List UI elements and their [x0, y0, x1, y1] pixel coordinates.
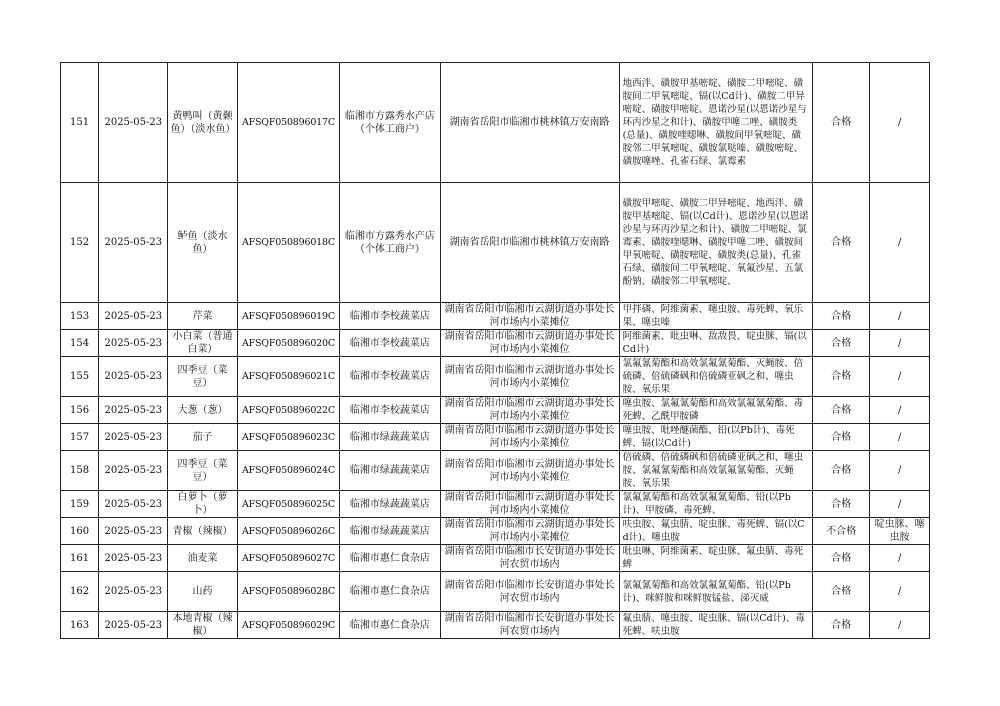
sample-date: 2025-05-23 — [99, 397, 168, 424]
store-name: 临湘市李校蔬菜店 — [340, 303, 440, 330]
sample-code: AFSQF050896023C — [237, 424, 340, 451]
sample-code: AFSQF050896021C — [237, 357, 340, 397]
store-address: 湖南省岳阳市临湘市长安街道办事处长河农贸市场内 — [440, 572, 619, 612]
test-items: 氯氟氰菊酯和高效氯氟氰菊酯、铅(以Pb计)、咪鲜胺和咪鲜胺锰盐、涕灭威 — [619, 572, 812, 612]
sample-code: AFSQF050896017C — [237, 63, 340, 183]
sample-date: 2025-05-23 — [99, 451, 168, 491]
test-result: 合格 — [812, 330, 869, 357]
sample-date: 2025-05-23 — [99, 183, 168, 303]
product-name: 黄鸭叫（黄颡鱼）（淡水鱼） — [168, 63, 237, 183]
row-number: 156 — [61, 397, 99, 424]
table-row — [61, 612, 930, 639]
store-name: 临湘市李校蔬菜店 — [340, 330, 440, 357]
store-name: 临湘市李校蔬菜店 — [340, 357, 440, 397]
test-result: 合格 — [812, 612, 869, 639]
sample-date: 2025-05-23 — [99, 572, 168, 612]
test-items: 噻虫胺、氯氟氰菊酯和高效氯氟氰菊酯、毒死蜱、乙酰甲胺磷 — [619, 397, 812, 424]
sample-date: 2025-05-23 — [99, 303, 168, 330]
sample-code: AFSQF050896020C — [237, 330, 340, 357]
sample-code: AFSQF050896024C — [237, 451, 340, 491]
product-name: 小白菜（普通白菜） — [168, 330, 237, 357]
sample-date: 2025-05-23 — [99, 491, 168, 518]
store-name: 临湘市绿蔬蔬菜店 — [340, 451, 440, 491]
store-address: 湖南省岳阳市临湘市桃林镇万安南路 — [440, 183, 619, 303]
sample-code: AFSQF050896019C — [237, 303, 340, 330]
test-result: 合格 — [812, 63, 869, 183]
store-address: 湖南省岳阳市临湘市长安街道办事处长河农贸市场内 — [440, 612, 619, 639]
test-result: 合格 — [812, 545, 869, 572]
test-result: 合格 — [812, 303, 869, 330]
store-address: 湖南省岳阳市临湘市云湖街道办事处长河市场内小菜摊位 — [440, 491, 619, 518]
failed-items: / — [870, 63, 930, 183]
store-address: 湖南省岳阳市临湘市长安街道办事处长河农贸市场内 — [440, 545, 619, 572]
table-row — [61, 303, 930, 330]
row-number: 163 — [61, 612, 99, 639]
test-result: 合格 — [812, 572, 869, 612]
product-name: 本地青椒（辣椒） — [168, 612, 237, 639]
store-address: 湖南省岳阳市临湘市云湖街道办事处长河市场内小菜摊位 — [440, 518, 619, 545]
test-result: 合格 — [812, 424, 869, 451]
store-name: 临湘市绿蔬蔬菜店 — [340, 518, 440, 545]
product-name: 油麦菜 — [168, 545, 237, 572]
sample-date: 2025-05-23 — [99, 612, 168, 639]
test-items: 地西泮、磺胺甲基嘧啶、磺胺二甲嘧啶、磺胺间二甲氧嘧啶、镉(以Cd计)、磺胺二甲异嘧啶、磺胺甲嘧啶、恩诺沙星(以恩诺沙星与环丙沙星之和计)、磺胺甲噻二唑、磺胺类(总量)、磺胺喹噁啉、磺胺间甲氧嘧啶、磺胺邻二甲氧嘧啶、磺胺氯哒嗪、磺胺嘧啶、磺胺噻唑、孔雀石绿、氯霉素 — [619, 63, 812, 183]
row-number: 160 — [61, 518, 99, 545]
table-row — [61, 397, 930, 424]
test-items: 噻虫胺、吡唑醚菌酯、铅(以Pb计)、毒死蜱、镉(以Cd计) — [619, 424, 812, 451]
product-name: 青椒（辣椒） — [168, 518, 237, 545]
row-number: 153 — [61, 303, 99, 330]
test-items: 氟虫腈、噻虫胺、啶虫脒、镉(以Cd计)、毒死蜱、呋虫胺 — [619, 612, 812, 639]
sample-code: AFSQF050896025C — [237, 491, 340, 518]
table-row — [61, 572, 930, 612]
sample-date: 2025-05-23 — [99, 518, 168, 545]
store-name: 临湘市方露秀水产店（个体工商户） — [340, 183, 440, 303]
sample-date: 2025-05-23 — [99, 357, 168, 397]
sample-date: 2025-05-23 — [99, 330, 168, 357]
test-items: 呋虫胺、氟虫腈、啶虫脒、毒死蜱、镉(以Cd计)、噻虫胺 — [619, 518, 812, 545]
row-number: 162 — [61, 572, 99, 612]
failed-items: / — [870, 424, 930, 451]
product-name: 芹菜 — [168, 303, 237, 330]
test-result: 不合格 — [812, 518, 869, 545]
failed-items: / — [870, 545, 930, 572]
failed-items: / — [870, 330, 930, 357]
product-name: 四季豆（菜豆） — [168, 357, 237, 397]
test-items: 氯氟氰菊酯和高效氯氟氰菊酯、灭蝇胺、倍硫磷、倍硫磷砜和倍硫磷亚砜之和、噻虫胺、氧乐果 — [619, 357, 812, 397]
failed-items: / — [870, 183, 930, 303]
test-items: 甲拌磷、阿维菌素、噻虫胺、毒死蜱、氧乐果、噻虫嗪 — [619, 303, 812, 330]
row-number: 154 — [61, 330, 99, 357]
store-address: 湖南省岳阳市临湘市云湖街道办事处长河市场内小菜摊位 — [440, 451, 619, 491]
sample-code: AFSQF050896022C — [237, 397, 340, 424]
store-name: 临湘市方露秀水产店（个体工商户） — [340, 63, 440, 183]
test-items: 氯氟氰菊酯和高效氯氟氰菊酯、铅(以Pb计)、甲胺磷、毒死蜱、 — [619, 491, 812, 518]
table-body — [61, 63, 930, 639]
row-number: 158 — [61, 451, 99, 491]
failed-items: / — [870, 303, 930, 330]
row-number: 155 — [61, 357, 99, 397]
failed-items: / — [870, 397, 930, 424]
sample-date: 2025-05-23 — [99, 424, 168, 451]
failed-items: / — [870, 612, 930, 639]
table-row — [61, 491, 930, 518]
test-result: 合格 — [812, 357, 869, 397]
store-address: 湖南省岳阳市临湘市云湖街道办事处长河市场内小菜摊位 — [440, 303, 619, 330]
test-items: 阿维菌素、吡虫啉、敌敌畏、啶虫脒、镉(以Cd计) — [619, 330, 812, 357]
failed-items: / — [870, 451, 930, 491]
sample-code: AFSQF050896026C — [237, 518, 340, 545]
test-result: 合格 — [812, 491, 869, 518]
table-row — [61, 63, 930, 183]
store-name: 临湘市绿蔬蔬菜店 — [340, 491, 440, 518]
table-row — [61, 451, 930, 491]
product-name: 茄子 — [168, 424, 237, 451]
table-row — [61, 424, 930, 451]
sample-code: AFSQF050896029C — [237, 612, 340, 639]
product-name: 四季豆（菜豆） — [168, 451, 237, 491]
sample-code: AFSQF050896027C — [237, 545, 340, 572]
store-name: 临湘市惠仁食杂店 — [340, 545, 440, 572]
store-address: 湖南省岳阳市临湘市云湖街道办事处长河市场内小菜摊位 — [440, 330, 619, 357]
store-address: 湖南省岳阳市临湘市桃林镇万安南路 — [440, 63, 619, 183]
failed-items: / — [870, 491, 930, 518]
product-name: 山药 — [168, 572, 237, 612]
test-result: 合格 — [812, 183, 869, 303]
table-row — [61, 183, 930, 303]
test-items: 倍硫磷、倍硫磷砜和倍硫磷亚砜之和、噻虫胺、氯氟氰菊酯和高效氯氟氰菊酯、灭蝇胺、氧乐果 — [619, 451, 812, 491]
store-address: 湖南省岳阳市临湘市云湖街道办事处长河市场内小菜摊位 — [440, 357, 619, 397]
failed-items: / — [870, 357, 930, 397]
product-name: 大葱（葱） — [168, 397, 237, 424]
sample-date: 2025-05-23 — [99, 545, 168, 572]
test-result: 合格 — [812, 451, 869, 491]
product-name: 鲈鱼（淡水鱼） — [168, 183, 237, 303]
table-row — [61, 357, 930, 397]
test-items: 吡虫啉、阿维菌素、啶虫脒、氟虫腈、毒死蜱 — [619, 545, 812, 572]
row-number: 151 — [61, 63, 99, 183]
store-name: 临湘市李校蔬菜店 — [340, 397, 440, 424]
row-number: 161 — [61, 545, 99, 572]
store-address: 湖南省岳阳市临湘市云湖街道办事处长河市场内小菜摊位 — [440, 424, 619, 451]
sample-date: 2025-05-23 — [99, 63, 168, 183]
test-items: 磺胺甲嘧啶、磺胺二甲异嘧啶、地西泮、磺胺甲基嘧啶、镉(以Cd计)、恩诺沙星(以恩诺沙星与环丙沙星之和计)、磺胺二甲嘧啶、氯霉素、磺胺喹噁啉、磺胺甲噻二唑、磺胺间甲氧嘧啶、磺胺嘧啶、磺胺类(总量)、孔雀石绿、磺胺间二甲氧嘧啶、氧氟沙星、五氯酚钠、磺胺邻二甲氧嘧啶、 — [619, 183, 812, 303]
failed-items: / — [870, 572, 930, 612]
store-name: 临湘市惠仁食杂店 — [340, 612, 440, 639]
product-name: 白萝卜（萝卜） — [168, 491, 237, 518]
failed-items: 啶虫脒、噻虫胺 — [870, 518, 930, 545]
store-address: 湖南省岳阳市临湘市云湖街道办事处长河市场内小菜摊位 — [440, 397, 619, 424]
row-number: 157 — [61, 424, 99, 451]
table-row — [61, 330, 930, 357]
store-name: 临湘市绿蔬蔬菜店 — [340, 424, 440, 451]
sample-code: AFSQF050896018C — [237, 183, 340, 303]
table-row — [61, 518, 930, 545]
row-number: 159 — [61, 491, 99, 518]
inspection-table — [60, 62, 930, 639]
table-row — [61, 545, 930, 572]
store-name: 临湘市惠仁食杂店 — [340, 572, 440, 612]
test-result: 合格 — [812, 397, 869, 424]
row-number: 152 — [61, 183, 99, 303]
sample-code: AFSQF050896028C — [237, 572, 340, 612]
